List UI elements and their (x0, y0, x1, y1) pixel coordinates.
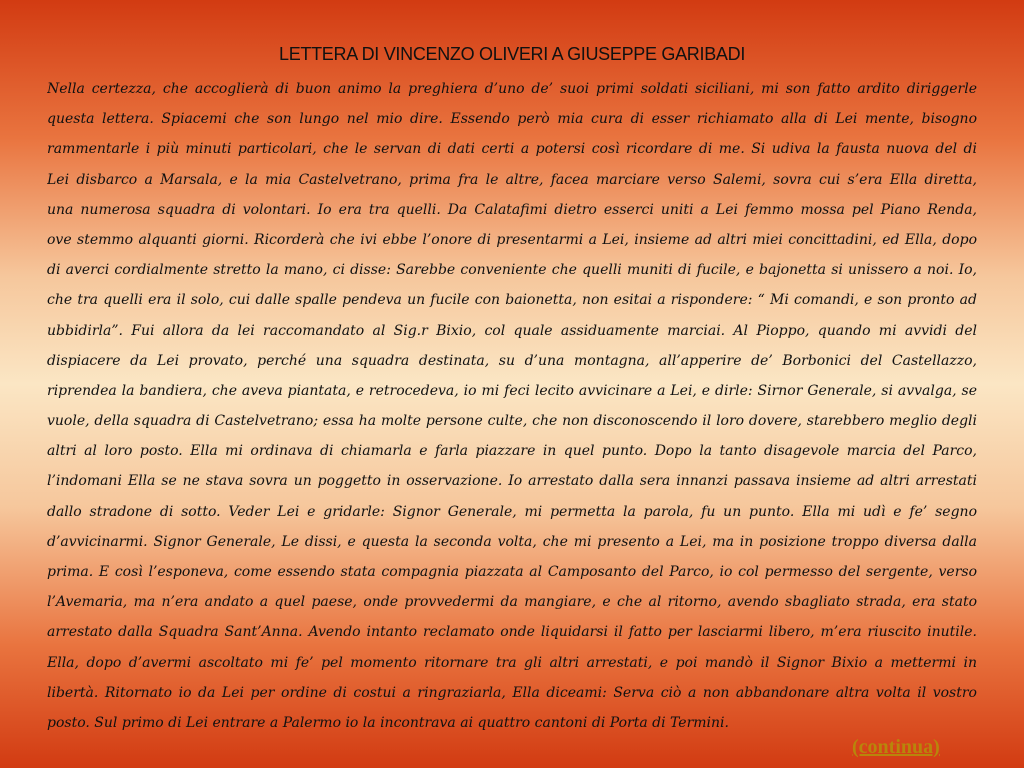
letter-line: una numerosa squadra di volontari. Io era tra quelli. Da Calatafimi dietro esserci uniti a Lei femmo mossa pel Piano Renda, (47, 201, 977, 218)
letter-line: dispiacere da Lei provato, perché una squadra destinata, su d’una montagna, all’apperire de’ Borbonici del Castellazzo, (47, 352, 977, 369)
letter-line: libertà. Ritornato io da Lei per ordine di costui a ringraziarla, Ella diceami: Serva ciò a non abbandonare altra volta il vostro (47, 684, 977, 701)
letter-line: di averci cordialmente stretto la mano, ci disse: Sarebbe conveniente che quelli muniti di fucile, e bajonetta si unissero a noi. Io, (47, 262, 977, 279)
letter-line: rammentarle i più minuti particolari, che le servan di dati certi a potersi così ricordare di me. Si udiva la fausta nuova del di (47, 141, 977, 158)
letter-body (47, 74, 977, 754)
letter-line: dallo stradone di sotto. Veder Lei e gridarle: Signor Generale, mi permetta la parola, fu un punto. Ella mi udì e fe’ segno (47, 503, 977, 520)
letter-line: Lei disbarco a Marsala, e la mia Castelvetrano, prima fra le altre, facea marciare verso Salemi, sovra cui s’era Ella diretta, (47, 171, 977, 188)
letter-line: riprendea la bandiera, che aveva piantata, e retrocedeva, io mi feci lecito avvicinare a Lei, e dirle: Sirnor Generale, si avvalga, se (47, 382, 977, 399)
letter-line: arrestato dalla Squadra Sant’Anna. Avendo intanto reclamato onde liquidarsi il fatto per lasciarmi libero, m’era riuscito inutile. (47, 624, 977, 641)
letter-line: posto. Sul primo di Lei entrare a Palermo io la incontrava ai quattro cantoni di Porta di Termini. (47, 714, 729, 731)
continue-link[interactable]: (continua) (852, 736, 940, 758)
letter-line: altri al loro posto. Ella mi ordinava di chiamarla e farla piazzare in quel punto. Dopo la tanto disagevole marcia del Parco, (47, 443, 977, 460)
letter-line: l’indomani Ella se ne stava sovra un poggetto in osservazione. Io arrestato dalla sera innanzi passava insieme ad altri arrestati (47, 473, 977, 490)
letter-line: l’Avemaria, ma n’era andato a quel paese, onde provvedermi da mangiare, e che al ritorno, avendo sbagliato strada, era stato (47, 594, 977, 611)
letter-line: ubbidirla”. Fui allora da lei raccomandato al Sig.r Bixio, col quale assiduamente marciai. Al Pioppo, quando mi avvidi del (47, 322, 977, 339)
letter-line: vuole, della squadra di Castelvetrano; essa ha molte persone culte, che non disconoscendo il loro dovere, starebbero meglio degli (47, 413, 977, 430)
letter-line: d’avvicinarmi. Signor Generale, Le dissi, e questa la seconda volta, che mi presento a Lei, ma in posizione troppo diversa dalla (47, 533, 977, 550)
letter-line: prima. E così l’esponeva, come essendo stata compagnia piazzata al Camposanto del Parco, io col permesso del sergente, verso (47, 564, 977, 580)
letter-line: che tra quelli era il solo, cui dalle spalle pendeva un fucile con baionetta, non esitai a rispondere: “ Mi comandi, e son pronto ad (47, 292, 977, 309)
letter-line: Nella certezza, che accoglierà di buon animo la preghiera d’uno de’ suoi primi soldati siciliani, mi son fatto ardito diriggerle (47, 81, 977, 97)
letter-line: questa lettera. Spiacemi che son lungo nel mio dire. Essendo però mia cura di esser richiamato alla di Lei mente, bisogno (47, 111, 977, 128)
page-title: LETTERA DI VINCENZO OLIVERI A GIUSEPPE GARIBADI (278, 44, 746, 64)
letter-line: ove stemmo alquanti giorni. Ricorderà che ivi ebbe l’onore di presentarmi a Lei, insieme ad altri miei concittadini, ed Ella, dopo (47, 231, 977, 248)
letter-line: Ella, dopo d’avermi ascoltato mi fe’ pel momento ritornare tra gli altri arrestati, e poi mandò il Signor Bixio a mettermi in (47, 654, 977, 671)
